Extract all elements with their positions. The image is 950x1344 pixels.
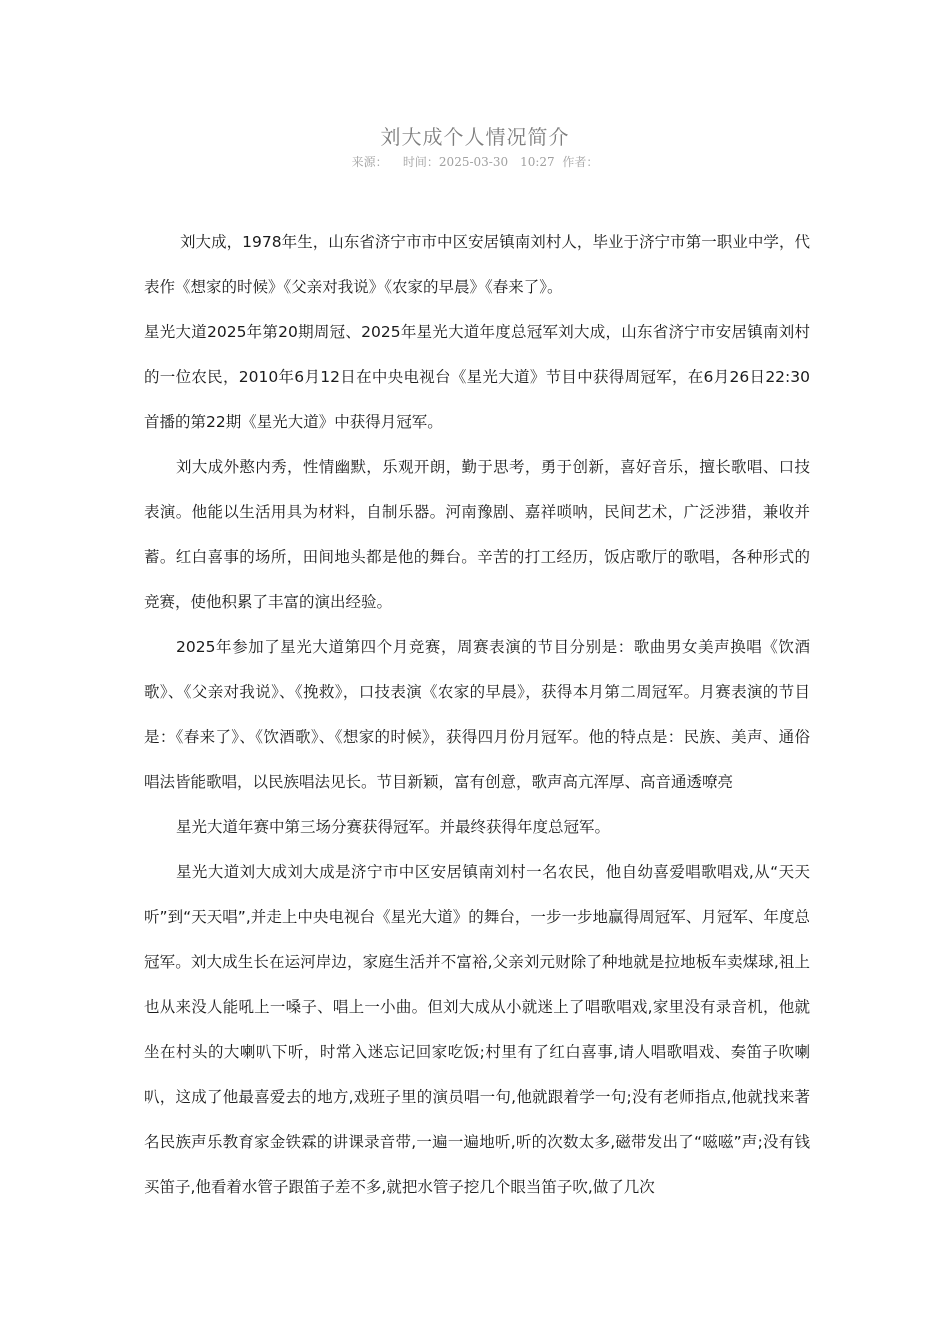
paragraph-champion: 星光大道2025年第20期周冠、2025年星光大道年度总冠军刘大成，山东省济宁市安居镇南刘村的一位农民，2010年6月12日在中央电视台《星光大道》节目中获得周冠军，在6月26日22:30首播的第22期《星光大道》中获得月冠军。 bbox=[144, 323, 810, 431]
paragraph-annual-final: 星光大道年赛中第三场分赛获得冠军。并最终获得年度总冠军。 bbox=[176, 818, 611, 836]
article-body bbox=[144, 220, 810, 1210]
author-label: 作者： bbox=[562, 155, 599, 169]
time-label: 时间： bbox=[402, 155, 439, 169]
publish-datetime: 2025-03-30 10:27 bbox=[438, 155, 555, 169]
paragraph-competition: 2025年参加了星光大道第四个月竞赛，周赛表演的节目分别是：歌曲男女美声换唱《饮酒歌》、《父亲对我说》、《挽救》，口技表演《农家的早晨》，获得本月第二周冠军。月赛表演的节目是：《春来了》、《饮酒歌》、《想家的时候》，获得四月份月冠军。他的特点是：民族、美声、通俗唱法皆能歌唱，以民族唱法见长。节目新颖，富有创意，歌声高亢浑厚、高音通透嘹亮 bbox=[144, 638, 810, 791]
paragraph-personality: 刘大成外憨内秀，性情幽默，乐观开朗，勤于思考，勇于创新，喜好音乐，擅长歌唱、口技表演。他能以生活用具为材料，自制乐器。河南豫剧、嘉祥唢呐，民间艺术，广泛涉猎，兼收并蓄。红白喜事的场所，田间地头都是他的舞台。辛苦的打工经历，饭店歌厅的歌唱，各种形式的竞赛，使他积累了丰富的演出经验。 bbox=[144, 458, 810, 611]
source-label: 来源： bbox=[351, 155, 388, 169]
article-meta bbox=[0, 153, 950, 170]
paragraph-biography: 星光大道刘大成刘大成是济宁市中区安居镇南刘村一名农民，他自幼喜爱唱歌唱戏,从“天天听”到“天天唱”,并走上中央电视台《星光大道》的舞台，一步一步地赢得周冠军、月冠军、年度总冠军。刘大成生长在运河岸边，家庭生活并不富裕,父亲刘元财除了种地就是拉地板车卖煤球,祖上也从来没人能吼上一嗓子、唱上一小曲。但刘大成从小就迷上了唱歌唱戏,家里没有录音机，他就坐在村头的大喇叭下听，时常入迷忘记回家吃饭;村里有了红白喜事,请人唱歌唱戏、奏笛子吹喇叭，这成了他最喜爱去的地方,戏班子里的演员唱一句,他就跟着学一句;没有老师指点,他就找来著名民族声乐教育家金铁霖的讲课录音带,一遍一遍地听,听的次数太多,磁带发出了“嗞嗞”声;没有钱买笛子,他看着水管子跟笛子差不多,就把水管子挖几个眼当笛子吹,做了几次 bbox=[144, 863, 810, 1196]
article-title: 刘大成个人情况简介 bbox=[380, 125, 570, 149]
paragraph-intro: 刘大成，1978年生，山东省济宁市市中区安居镇南刘村人，毕业于济宁市第一职业中学，代表作《想家的时候》《父亲对我说》《农家的早晨》《春来了》。 bbox=[144, 233, 810, 296]
